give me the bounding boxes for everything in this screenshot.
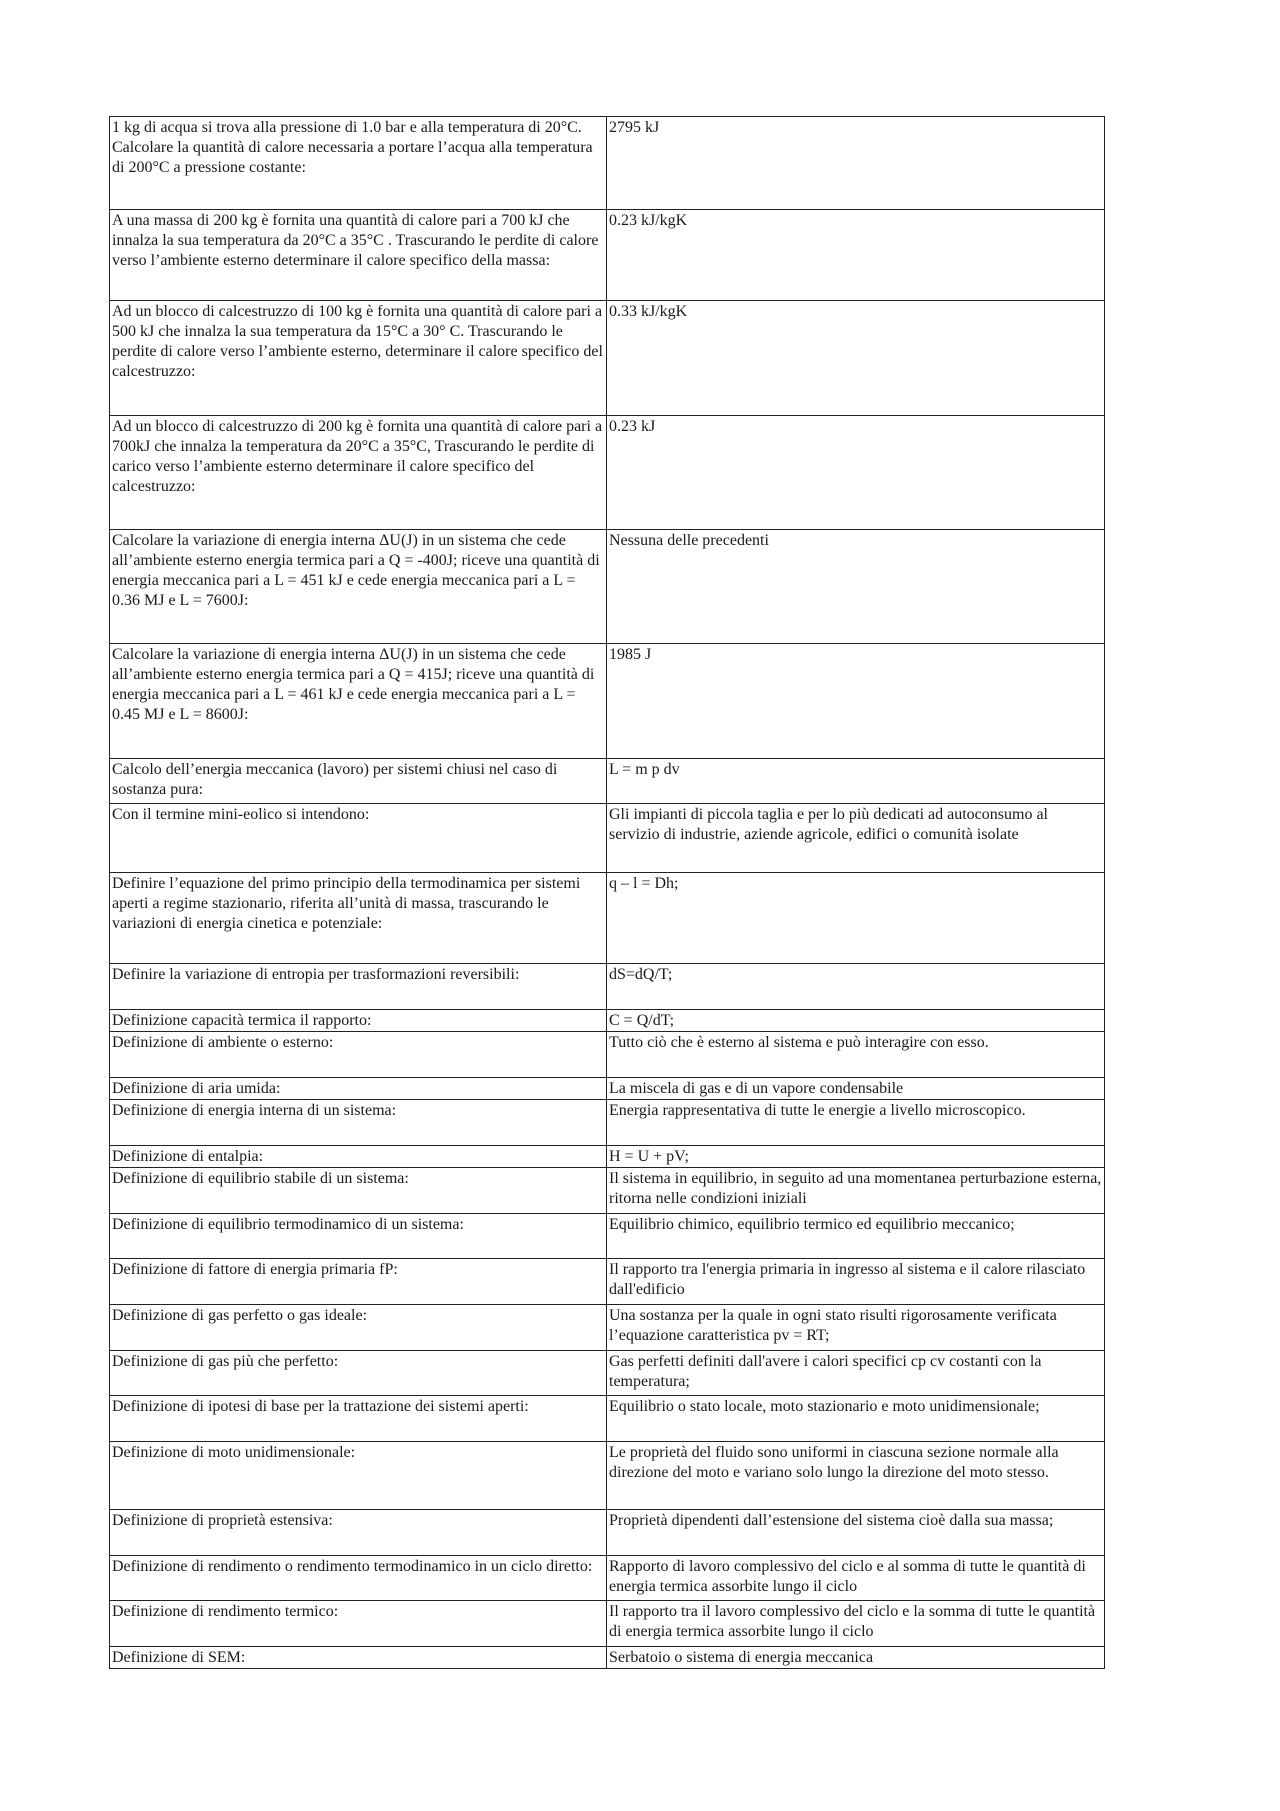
answer-cell: 0.33 kJ/kgK bbox=[607, 301, 1105, 416]
answer-cell: Equilibrio chimico, equilibrio termico ed equilibrio meccanico; bbox=[607, 1214, 1105, 1259]
question-cell: Ad un blocco di calcestruzzo di 200 kg è fornita una quantità di calore pari a 700kJ che innalza la temperatura da 20°C a 35°C, Trascurando le perdite di carico verso l’ambiente esterno determinare il calore specifico del calcestruzzo: bbox=[110, 416, 607, 530]
question-cell: Definizione di rendimento o rendimento termodinamico in un ciclo diretto: bbox=[110, 1556, 607, 1601]
table-row bbox=[110, 1351, 1105, 1396]
question-cell: Definizione di entalpia: bbox=[110, 1146, 607, 1168]
table-row bbox=[110, 1146, 1105, 1168]
question-cell: Definizione di gas più che perfetto: bbox=[110, 1351, 607, 1396]
question-cell: Ad un blocco di calcestruzzo di 100 kg è fornita una quantità di calore pari a 500 kJ che innalza la sua temperatura da 15°C a 30° C. Trascurando le perdite di calore verso l’ambiente esterno, determinare il calore specifico del calcestruzzo: bbox=[110, 301, 607, 416]
table-row bbox=[110, 117, 1105, 210]
question-cell: Definizione di ambiente o esterno: bbox=[110, 1032, 607, 1078]
question-cell: Definizione di moto unidimensionale: bbox=[110, 1442, 607, 1510]
question-cell: Calcolare la variazione di energia interna ΔU(J) in un sistema che cede all’ambiente esterno energia termica pari a Q = 415J; riceve una quantità di energia meccanica pari a L = 461 kJ e cede energia meccanica pari a L = 0.45 MJ e L = 8600J: bbox=[110, 644, 607, 759]
answer-cell: Serbatoio o sistema di energia meccanica bbox=[607, 1647, 1105, 1669]
table-row bbox=[110, 1396, 1105, 1442]
answer-cell: Equilibrio o stato locale, moto stazionario e moto unidimensionale; bbox=[607, 1396, 1105, 1442]
question-cell: Definizione di equilibrio termodinamico di un sistema: bbox=[110, 1214, 607, 1259]
table-row bbox=[110, 1647, 1105, 1669]
answer-cell: Una sostanza per la quale in ogni stato risulti rigorosamente verificata l’equazione caratteristica pv = RT; bbox=[607, 1305, 1105, 1351]
question-cell: Definizione di proprietà estensiva: bbox=[110, 1510, 607, 1556]
table-row bbox=[110, 1601, 1105, 1647]
qa-sheet bbox=[109, 116, 1102, 1669]
answer-cell: Rapporto di lavoro complessivo del ciclo e al somma di tutte le quantità di energia termica assorbite lungo il ciclo bbox=[607, 1556, 1105, 1601]
table-row bbox=[110, 1305, 1105, 1351]
table-row bbox=[110, 759, 1105, 804]
answer-cell: dS=dQ/T; bbox=[607, 964, 1105, 1010]
table-row bbox=[110, 1078, 1105, 1100]
table-row bbox=[110, 1442, 1105, 1510]
table-row bbox=[110, 644, 1105, 759]
answer-cell: 0.23 kJ/kgK bbox=[607, 210, 1105, 301]
answer-cell: C = Q/dT; bbox=[607, 1010, 1105, 1032]
answer-cell: Il sistema in equilibrio, in seguito ad una momentanea perturbazione esterna, ritorna nelle condizioni iniziali bbox=[607, 1168, 1105, 1214]
table-row bbox=[110, 210, 1105, 301]
table-row bbox=[110, 804, 1105, 873]
answer-cell: 2795 kJ bbox=[607, 117, 1105, 210]
table-row bbox=[110, 1259, 1105, 1305]
table-row bbox=[110, 964, 1105, 1010]
question-cell: Definizione di aria umida: bbox=[110, 1078, 607, 1100]
question-cell: Definizione di rendimento termico: bbox=[110, 1601, 607, 1647]
question-cell: Definizione di equilibrio stabile di un sistema: bbox=[110, 1168, 607, 1214]
answer-cell: Gas perfetti definiti dall'avere i calori specifici cp cv costanti con la temperatura; bbox=[607, 1351, 1105, 1396]
table-row bbox=[110, 1214, 1105, 1259]
answer-cell: L = m p dv bbox=[607, 759, 1105, 804]
table-row bbox=[110, 530, 1105, 644]
question-cell: Calcolo dell’energia meccanica (lavoro) per sistemi chiusi nel caso di sostanza pura: bbox=[110, 759, 607, 804]
question-cell: Definizione di ipotesi di base per la trattazione dei sistemi aperti: bbox=[110, 1396, 607, 1442]
answer-cell: q – l = Dh; bbox=[607, 873, 1105, 964]
question-cell: Calcolare la variazione di energia interna ΔU(J) in un sistema che cede all’ambiente esterno energia termica pari a Q = -400J; riceve una quantità di energia meccanica pari a L = 451 kJ e cede energia meccanica pari a L = 0.36 MJ e L = 7600J: bbox=[110, 530, 607, 644]
answer-cell: H = U + pV; bbox=[607, 1146, 1105, 1168]
table-row bbox=[110, 1556, 1105, 1601]
question-cell: Definizione di gas perfetto o gas ideale: bbox=[110, 1305, 607, 1351]
question-cell: Con il termine mini-eolico si intendono: bbox=[110, 804, 607, 873]
answer-cell: Tutto ciò che è esterno al sistema e può interagire con esso. bbox=[607, 1032, 1105, 1078]
answer-cell: La miscela di gas e di un vapore condensabile bbox=[607, 1078, 1105, 1100]
table-row bbox=[110, 1168, 1105, 1214]
table-row bbox=[110, 873, 1105, 964]
answer-cell: 0.23 kJ bbox=[607, 416, 1105, 530]
question-cell: Definire l’equazione del primo principio della termodinamica per sistemi aperti a regime stazionario, riferita all’unità di massa, trascurando le variazioni di energia cinetica e potenziale: bbox=[110, 873, 607, 964]
table-row bbox=[110, 1510, 1105, 1556]
question-cell: Definizione di fattore di energia primaria fP: bbox=[110, 1259, 607, 1305]
answer-cell: 1985 J bbox=[607, 644, 1105, 759]
table-row bbox=[110, 416, 1105, 530]
question-cell: Definizione di energia interna di un sistema: bbox=[110, 1100, 607, 1146]
question-cell: Definizione capacità termica il rapporto: bbox=[110, 1010, 607, 1032]
answer-cell: Energia rappresentativa di tutte le energie a livello microscopico. bbox=[607, 1100, 1105, 1146]
table-row bbox=[110, 1010, 1105, 1032]
table-row bbox=[110, 1100, 1105, 1146]
answer-cell: Nessuna delle precedenti bbox=[607, 530, 1105, 644]
answer-cell: Le proprietà del fluido sono uniformi in ciascuna sezione normale alla direzione del moto e variano solo lungo la direzione del moto stesso. bbox=[607, 1442, 1105, 1510]
answer-cell: Gli impianti di piccola taglia e per lo più dedicati ad autoconsumo al servizio di industrie, aziende agricole, edifici o comunità isolate bbox=[607, 804, 1105, 873]
question-cell: Definire la variazione di entropia per trasformazioni reversibili: bbox=[110, 964, 607, 1010]
answer-cell: Proprietà dipendenti dall’estensione del sistema cioè dalla sua massa; bbox=[607, 1510, 1105, 1556]
answer-cell: Il rapporto tra l'energia primaria in ingresso al sistema e il calore rilasciato dall'edificio bbox=[607, 1259, 1105, 1305]
question-cell: 1 kg di acqua si trova alla pressione di 1.0 bar e alla temperatura di 20°C. Calcolare la quantità di calore necessaria a portare l’acqua alla temperatura di 200°C a pressione costante: bbox=[110, 117, 607, 210]
qa-table bbox=[109, 116, 1105, 1669]
question-cell: A una massa di 200 kg è fornita una quantità di calore pari a 700 kJ che innalza la sua temperatura da 20°C a 35°C . Trascurando le perdite di calore verso l’ambiente esterno determinare il calore specifico della massa: bbox=[110, 210, 607, 301]
table-row bbox=[110, 301, 1105, 416]
answer-cell: Il rapporto tra il lavoro complessivo del ciclo e la somma di tutte le quantità di energia termica assorbite lungo il ciclo bbox=[607, 1601, 1105, 1647]
table-row bbox=[110, 1032, 1105, 1078]
question-cell: Definizione di SEM: bbox=[110, 1647, 607, 1669]
